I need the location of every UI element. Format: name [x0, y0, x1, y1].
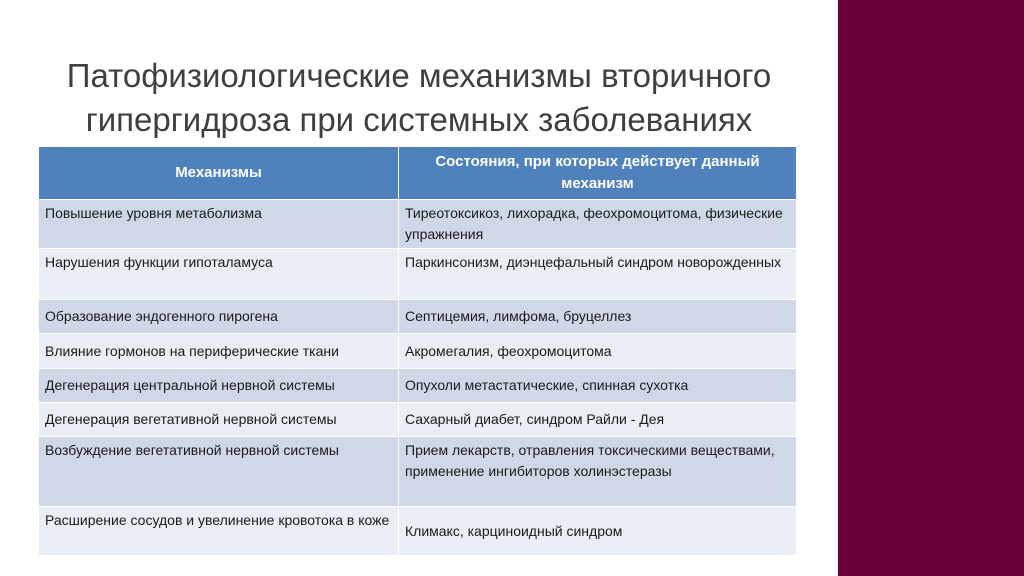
table-row — [39, 507, 797, 556]
table-row — [39, 369, 797, 403]
conditions-cell: Акромегалия, феохромоцитома — [399, 334, 797, 369]
mechanism-cell: Дегенерация центральной нервной системы — [39, 369, 399, 403]
mechanism-cell: Дегенерация вегетативной нервной системы — [39, 403, 399, 437]
table-header-row — [39, 147, 797, 200]
decorative-sidebar — [838, 0, 1024, 576]
table-row — [39, 249, 797, 300]
table-row — [39, 334, 797, 369]
mechanism-cell: Расширение сосудов и увелинение кровотока в коже — [39, 507, 399, 556]
table-row — [39, 300, 797, 334]
mechanisms-table — [38, 146, 797, 556]
table-row — [39, 437, 797, 507]
mechanism-cell: Возбуждение вегетативной нервной системы — [39, 437, 399, 507]
conditions-cell: Септицемия, лимфома, бруцеллез — [399, 300, 797, 334]
mechanism-cell: Влияние гормонов на периферические ткани — [39, 334, 399, 369]
header-mechanisms: Механизмы — [39, 147, 399, 200]
conditions-cell: Опухоли метастатические, спинная сухотка — [399, 369, 797, 403]
mechanism-cell: Образование эндогенного пирогена — [39, 300, 399, 334]
conditions-cell: Паркинсонизм, диэнцефальный синдром новорожденных — [399, 249, 797, 300]
conditions-cell: Сахарный диабет, синдром Райли - Дея — [399, 403, 797, 437]
slide-title-line-1: Патофизиологические механизмы вторичного — [66, 57, 772, 95]
conditions-cell: Прием лекарств, отравления токсическими веществами, применение ингибиторов холинэстеразы — [399, 437, 797, 507]
conditions-cell: Тиреотоксикоз, лихорадка, феохромоцитома, физические упражнения — [399, 200, 797, 249]
table-row — [39, 403, 797, 437]
mechanism-cell: Повышение уровня метаболизма — [39, 200, 399, 249]
conditions-cell: Климакс, карциноидный синдром — [399, 507, 797, 556]
slide-title — [0, 54, 838, 142]
slide-title-line-2: гипергидроза при системных заболеваниях — [85, 101, 753, 139]
table-row — [39, 200, 797, 249]
mechanism-cell: Нарушения функции гипоталамуса — [39, 249, 399, 300]
header-conditions: Состояния, при которых действует данный механизм — [399, 147, 797, 200]
